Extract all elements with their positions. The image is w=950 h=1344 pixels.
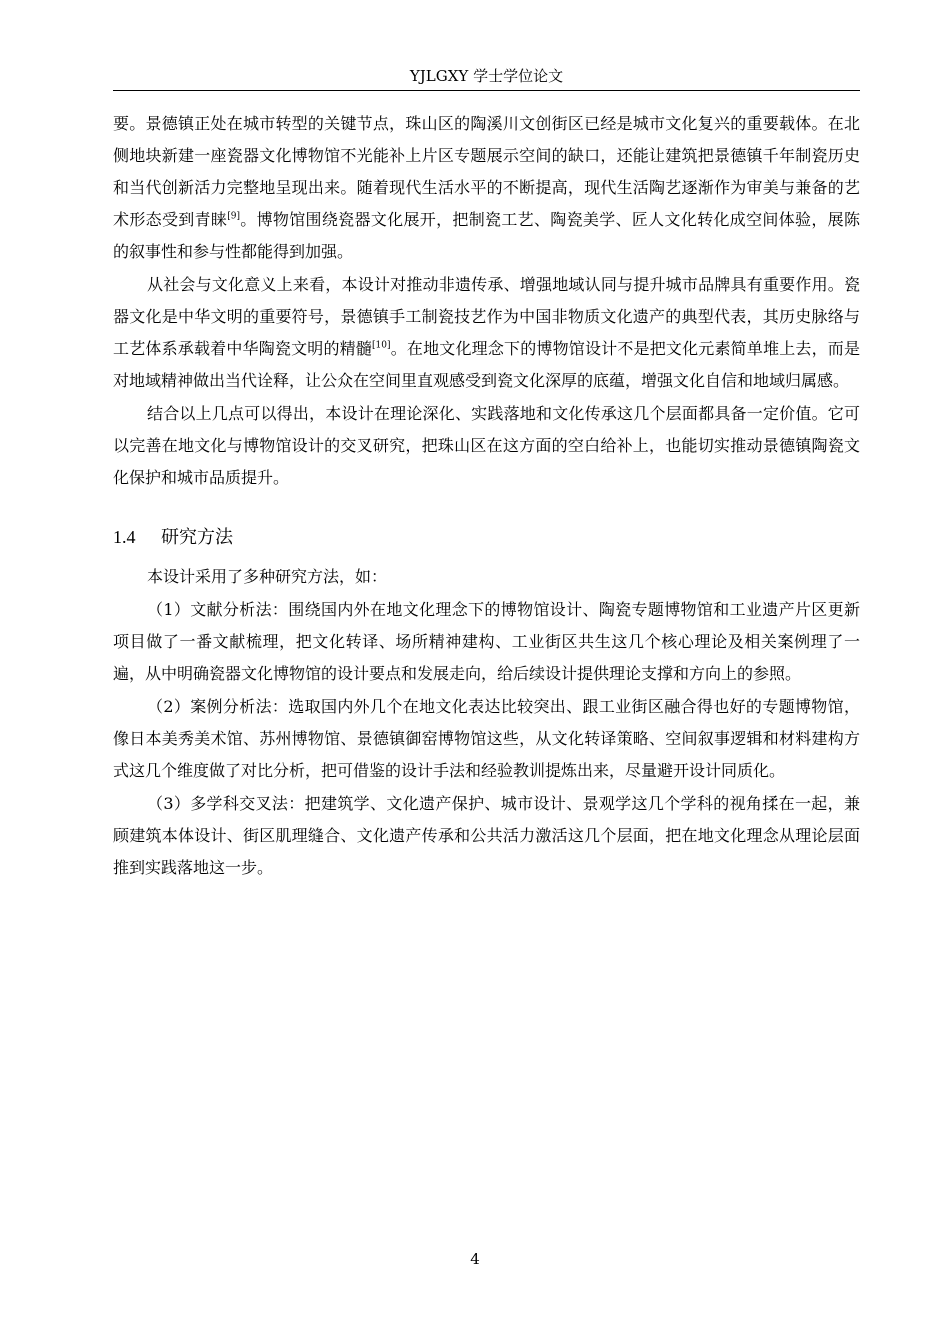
paragraph-text: 。博物馆围绕瓷器文化展开，把制瓷工艺、陶瓷美学、匠人文化转化成空间体验，展陈的叙事性和参与性都能得到加强。 xyxy=(113,210,860,261)
methods-intro: 本设计采用了多种研究方法，如： xyxy=(147,567,388,586)
paragraph-text: 从社会与文化意义上来看，本设计对推动非遗传承、增强地域认同与提升城市品牌具有重要作用。瓷器文化是中华文明的重要符号，景德镇手工制瓷技艺作为中国非物质文化遗产的典型代表，其历史脉络与工艺体系承载着中华陶瓷文明的精髓 xyxy=(113,275,860,358)
method-item: （3）多学科交叉法：把建筑学、文化遗产保护、城市设计、景观学这几个学科的视角揉在一起，兼顾建筑本体设计、街区肌理缝合、文化遗产传承和公共活力激活这几个层面，把在地文化理念从理论层面推到实践落地这一步。 xyxy=(113,794,860,877)
paragraph-text: 。在地文化理念下的博物馆设计不是把文化元素简单堆上去，而是对地域精神做出当代诠释，让公众在空间里直观感受到瓷文化深厚的底蕴，增强文化自信和地域归属感。 xyxy=(113,339,860,390)
section-title: 研究方法 xyxy=(161,527,233,548)
section-number: 1.4 xyxy=(113,527,136,547)
citation-ref: [10] xyxy=(372,340,391,351)
running-header: YJLGXY 学士学位论文 xyxy=(409,67,564,85)
citation-ref: [9] xyxy=(227,211,240,222)
page-body xyxy=(113,108,860,885)
header-divider xyxy=(113,90,860,91)
paragraph xyxy=(113,108,860,268)
paragraph xyxy=(113,269,860,397)
paragraph-text: 要。景德镇正处在城市转型的关键节点，珠山区的陶溪川文创街区已经是城市文化复兴的重要载体。在北侧地块新建一座瓷器文化博物馆不光能补上片区专题展示空间的缺口，还能让建筑把景德镇千年制瓷历史和当代创新活力完整地呈现出来。随着现代生活水平的不断提高，现代生活陶艺逐渐作为审美与兼备的艺术形态受到青睐 xyxy=(113,114,860,229)
paragraph: 结合以上几点可以得出，本设计在理论深化、实践落地和文化传承这几个层面都具备一定价值。它可以完善在地文化与博物馆设计的交叉研究，把珠山区在这方面的空白给补上，也能切实推动景德镇陶瓷文化保护和城市品质提升。 xyxy=(113,404,860,487)
page-number: 4 xyxy=(470,1250,480,1268)
method-item: （2）案例分析法：选取国内外几个在地文化表达比较突出、跟工业街区融合得也好的专题博物馆，像日本美秀美术馆、苏州博物馆、景德镇御窑博物馆这些，从文化转译策略、空间叙事逻辑和材料建构方式这几个维度做了对比分析，把可借鉴的设计手法和经验教训提炼出来，尽量避开设计同质化。 xyxy=(113,697,860,780)
method-item: （1）文献分析法：围绕国内外在地文化理念下的博物馆设计、陶瓷专题博物馆和工业遗产片区更新项目做了一番文献梳理，把文化转译、场所精神建构、工业街区共生这几个核心理论及相关案例理了一遍，从中明确瓷器文化博物馆的设计要点和发展走向，给后续设计提供理论支撑和方向上的参照。 xyxy=(113,600,860,683)
section-heading xyxy=(113,522,860,553)
